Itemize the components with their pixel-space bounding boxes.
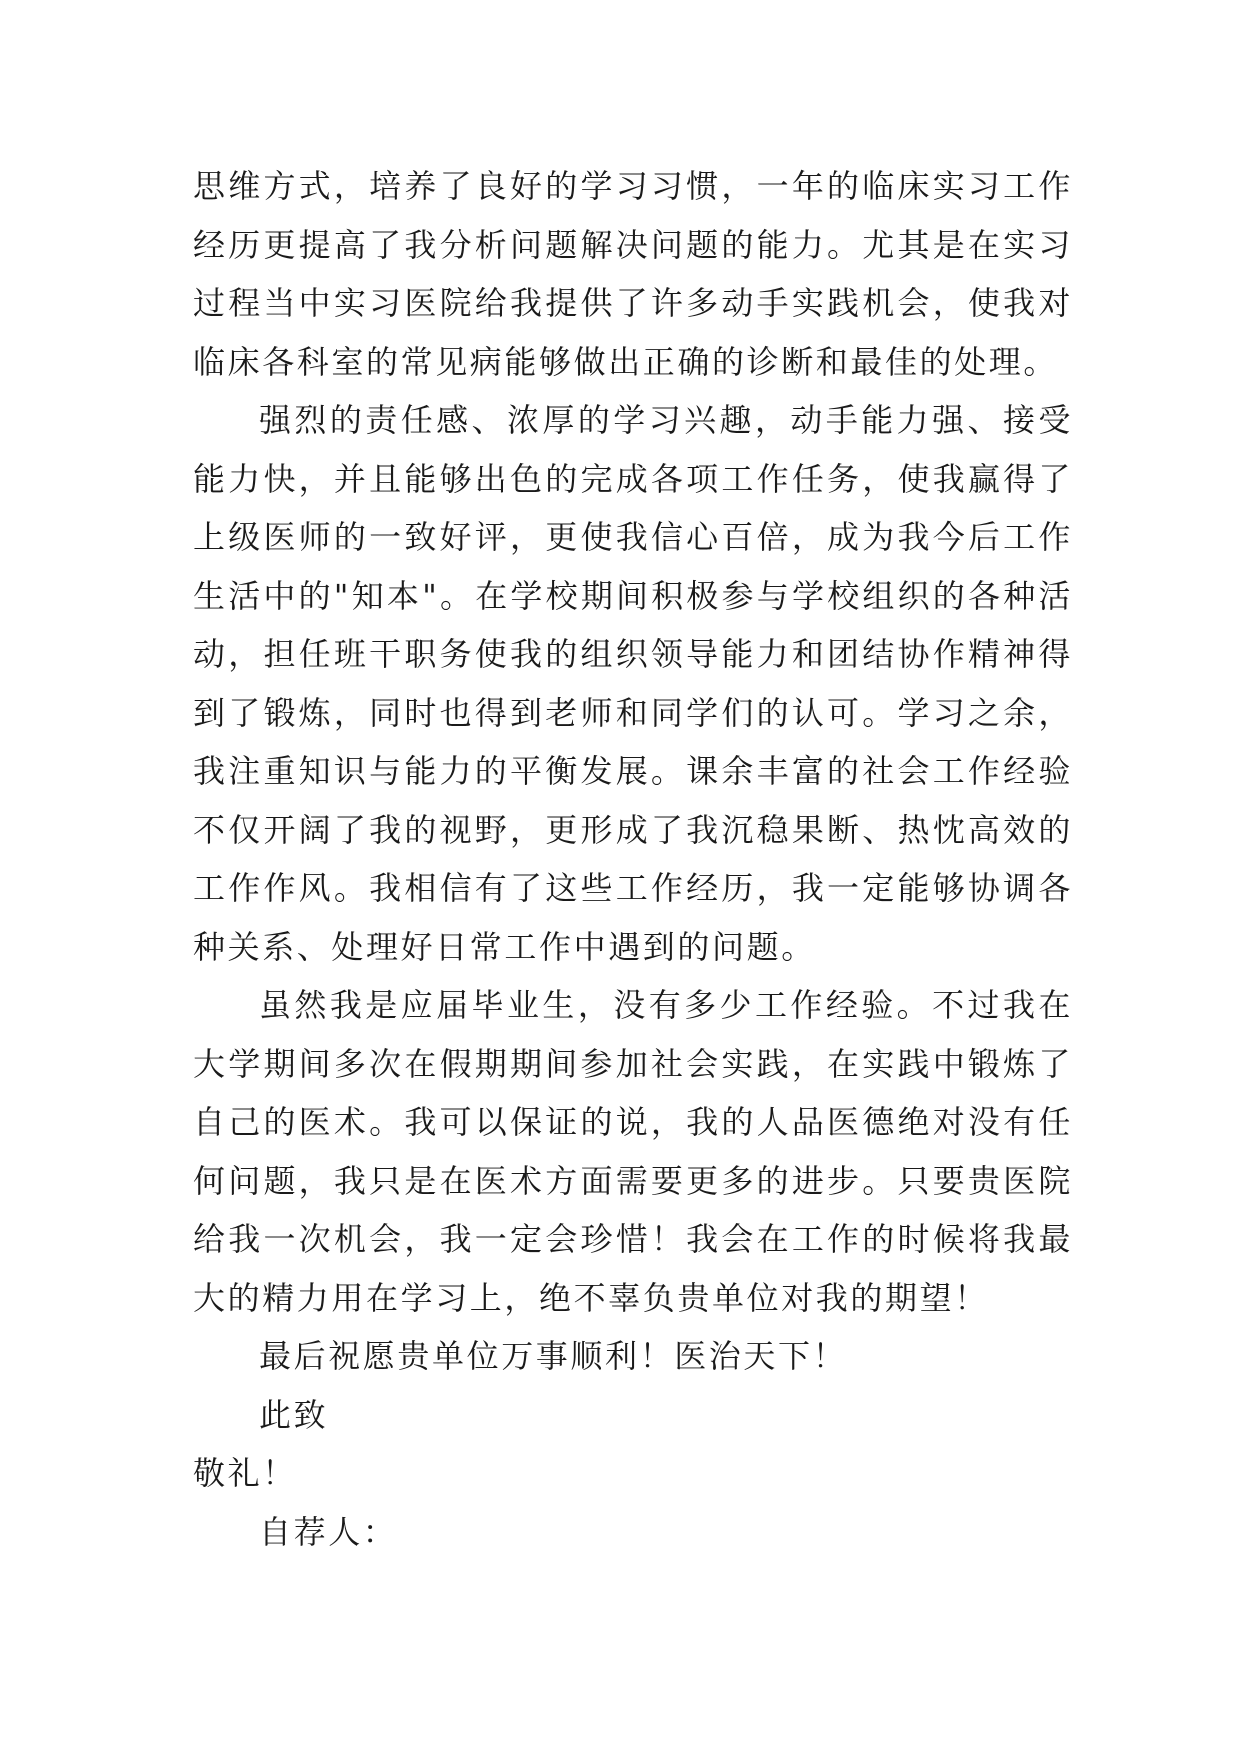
signature-label: 自荐人：: [259, 1512, 398, 1551]
letter-body: [193, 157, 1073, 1561]
paragraph-graduate: 虽然我是应届毕业生，没有多少工作经验。不过我在大学期间多次在假期期间参加社会实践，在实践中锻炼了自己的医术。我可以保证的说，我的人品医德绝对没有任何问题，我只是在医术方面需要更多的进步。只要贵医院给我一次机会，我一定会珍惜！我会在工作的时候将我最大的精力用在学习上，绝不辜负贵单位对我的期望！: [193, 986, 1073, 1317]
paragraph-continuation: 思维方式，培养了良好的学习习惯，一年的临床实习工作经历更提高了我分析问题解决问题的能力。尤其是在实习过程当中实习医院给我提供了许多动手实践机会，使我对临床各科室的常见病能够做出正确的诊断和最佳的处理。: [193, 167, 1073, 381]
closing-salutation: 此致: [259, 1395, 329, 1434]
paragraph-abilities: 强烈的责任感、浓厚的学习兴趣，动手能力强、接受能力快，并且能够出色的完成各项工作任务，使我赢得了上级医师的一致好评，更使我信心百倍，成为我今后工作生活中的"知本"。在学校期间积极参与学校组织的各种活动，担任班干职务使我的组织领导能力和团结协作精神得到了锻炼，同时也得到老师和同学们的认可。学习之余，我注重知识与能力的平衡发展。课余丰富的社会工作经验不仅开阔了我的视野，更形成了我沉稳果断、热忱高效的工作作风。我相信有了这些工作经历，我一定能够协调各种关系、处理好日常工作中遇到的问题。: [193, 401, 1073, 966]
closing-regards: 敬礼！: [193, 1454, 297, 1492]
closing-wishes: 最后祝愿贵单位万事顺利！医治天下！: [259, 1337, 848, 1375]
